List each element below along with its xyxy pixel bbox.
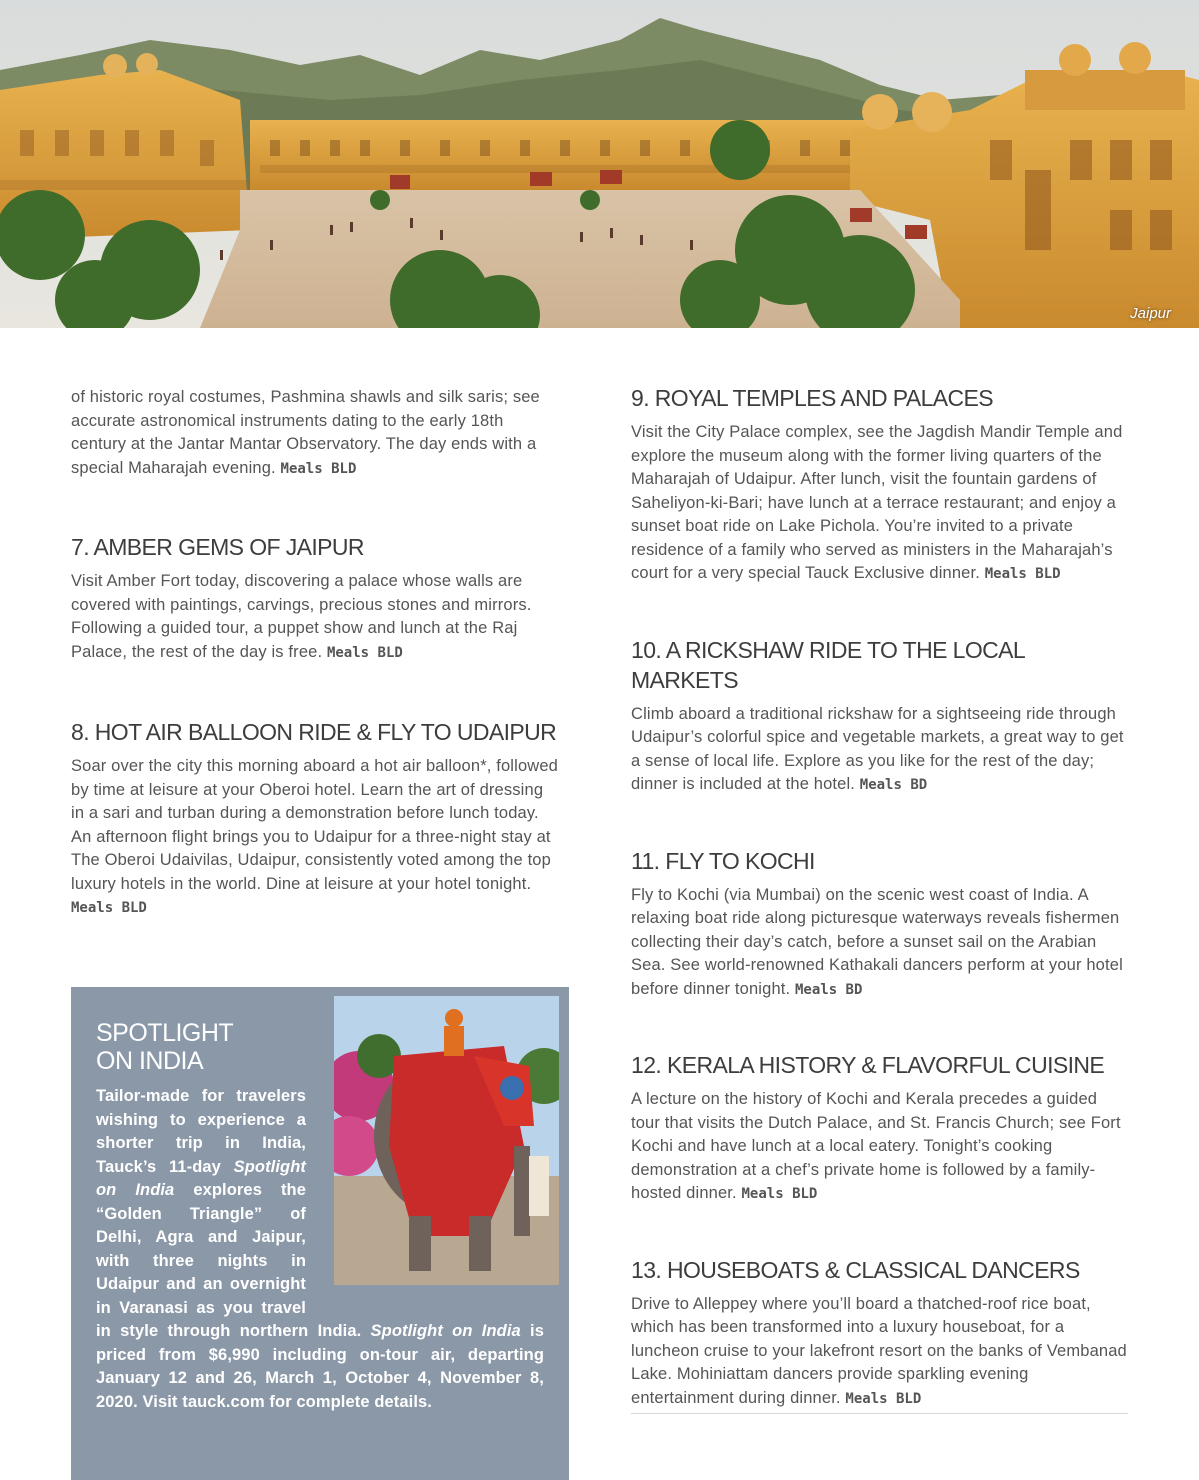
day-text: Fly to Kochi (via Mumbai) on the scenic west coast of India. A relaxing boat ride along picturesque waterways reveals fishermen collecting their day’s catch, before a sunset sail on the Arabian Sea. See world-renowned Kathakali dancers perform at your hotel before dinner tonight. xyxy=(631,885,1123,998)
day-description xyxy=(631,703,1128,798)
spotlight-text-c: is priced from $6,990 including on-tour air, departing January 12 and 26, March 1, October 4, November 8, 2020. Visit xyxy=(96,1322,545,1411)
spotlight-content xyxy=(96,1019,544,1414)
spotlight-photo-spacer xyxy=(306,1015,544,1300)
day-description xyxy=(71,755,561,921)
day-title: 10. A RICKSHAW RIDE TO THE LOCAL MARKETS xyxy=(631,636,1025,693)
day-13 xyxy=(631,1255,1128,1412)
intro-paragraph xyxy=(71,386,561,481)
hero-caption: Jaipur xyxy=(1130,305,1171,322)
day-text: Visit Amber Fort today, discovering a palace whose walls are covered with paintings, carvings, precious stones and mirrors. Following a guided tour, a puppet show and lunch at the Raj Palace, the rest of the day is free. xyxy=(71,572,532,661)
day-text: Visit the City Palace complex, see the Jagdish Mandir Temple and explore the museum along with the former living quarters of the Maharajah of Udaipur. After lunch, visit the fountain gardens of Saheliyon-ki-Bari; have lunch at a terrace restaurant; and enjoy a sunset boat ride on Lake Pichola. You’re invited to a private residence of a family who served as ministers in the Maharajah’s court for a very special Tauck Exclusive dinner. xyxy=(631,423,1123,582)
day-title: 13. HOUSEBOATS & CLASSICAL DANCERS xyxy=(631,1256,1080,1283)
intro-text: of historic royal costumes, Pashmina shawls and silk saris; see accurate astronomical instruments dating to the early 18th century at the Jantar Mantar Observatory. The day ends with a special Maharajah evening. xyxy=(71,388,540,477)
day-text: Soar over the city this morning aboard a hot air balloon*, followed by time at leisure at your Oberoi hotel. Learn the art of dressing in a sari and turban during a demonstration before lunch today. An afternoon flight brings you to Udaipur for a three-night stay at The Oberoi Udaivilas, Udaipur, consistently voted among the top luxury hotels in the world. Dine at leisure at your hotel tonight. xyxy=(71,757,558,893)
meals-label: Meals BLD xyxy=(71,900,147,916)
meals-label: Meals BLD xyxy=(280,460,357,477)
meals-label: Meals BLD xyxy=(845,1390,922,1407)
jaipur-palace-courtyard-photo xyxy=(0,0,1199,328)
day-description xyxy=(71,570,561,665)
section-divider xyxy=(631,1413,1128,1414)
day-description xyxy=(631,421,1128,587)
day-8 xyxy=(71,717,561,921)
meals-label: Meals BLD xyxy=(741,1186,818,1202)
day-11 xyxy=(631,846,1128,1003)
spotlight-title xyxy=(96,1019,326,1075)
day-12 xyxy=(631,1050,1128,1207)
day-text: Climb aboard a traditional rickshaw for a sightseeing ride through Udaipur’s colorful spice and vegetable markets, a great way to get a sense of local life. Explore as you like for the rest of the day; dinner is included at the hotel. xyxy=(631,704,1124,793)
day-7 xyxy=(71,532,561,665)
spotlight-program-name: Spotlight on India xyxy=(370,1322,521,1340)
day-title: 12. KERALA HISTORY & FLAVORFUL CUISINE xyxy=(631,1052,1105,1078)
spotlight-title-line1: SPOTLIGHT xyxy=(96,1019,234,1047)
meals-label: Meals BLD xyxy=(326,644,403,661)
spotlight-title-line2: ON INDIA xyxy=(96,1047,204,1075)
day-text: Drive to Alleppey where you’ll board a thatched-roof rice boat, which has been transformed into a luxury houseboat, for a luncheon cruise to your lakefront resort on the banks of Vembanad Lake. Mohiniattam dancers provide sparkling evening entertainment during dinner. xyxy=(631,1294,1127,1407)
spotlight-text-b: explores the “Golden Triangle” of Delhi, Agra and Jaipur, with three nights in Udaipur and an overnight in Varanasi as you travel in style through northern India. xyxy=(96,1181,371,1340)
day-description xyxy=(631,1293,1128,1412)
day-title: 11. FLY TO KOCHI xyxy=(631,847,815,874)
day-title: 7. AMBER GEMS OF JAIPUR xyxy=(71,534,364,560)
tauck-link[interactable]: tauck.com xyxy=(182,1392,265,1411)
spotlight-program-name: Spotlight on India xyxy=(96,1157,306,1199)
spotlight-text-d: for complete details. xyxy=(264,1392,432,1411)
day-10 xyxy=(631,635,1128,798)
hero-photo xyxy=(0,0,1199,328)
day-9 xyxy=(631,383,1128,587)
right-column xyxy=(631,386,1128,1411)
meals-label: Meals BLD xyxy=(984,566,1061,582)
meals-label: Meals BD xyxy=(794,981,863,998)
left-column xyxy=(71,386,561,921)
spotlight-text-a: Tailor-made for travelers wishing to experience a shorter trip in India, Tauck’s 11-day xyxy=(96,1087,306,1176)
day-description xyxy=(631,884,1128,1003)
meals-label: Meals BD xyxy=(859,777,928,793)
day-text: A lecture on the history of Kochi and Kerala precedes a guided tour that visits the Dutch Palace, and St. Francis Church; see Fort Kochi and have lunch at a local eatery. Tonight’s cooking demonstration at a chef’s private home is followed by a family-hosted dinner. xyxy=(631,1090,1121,1202)
spotlight-box xyxy=(71,987,569,1480)
day-description xyxy=(631,1088,1128,1207)
day-title: 9. ROYAL TEMPLES AND PALACES xyxy=(631,385,993,411)
day-title: 8. HOT AIR BALLOON RIDE & FLY TO UDAIPUR xyxy=(71,719,557,745)
